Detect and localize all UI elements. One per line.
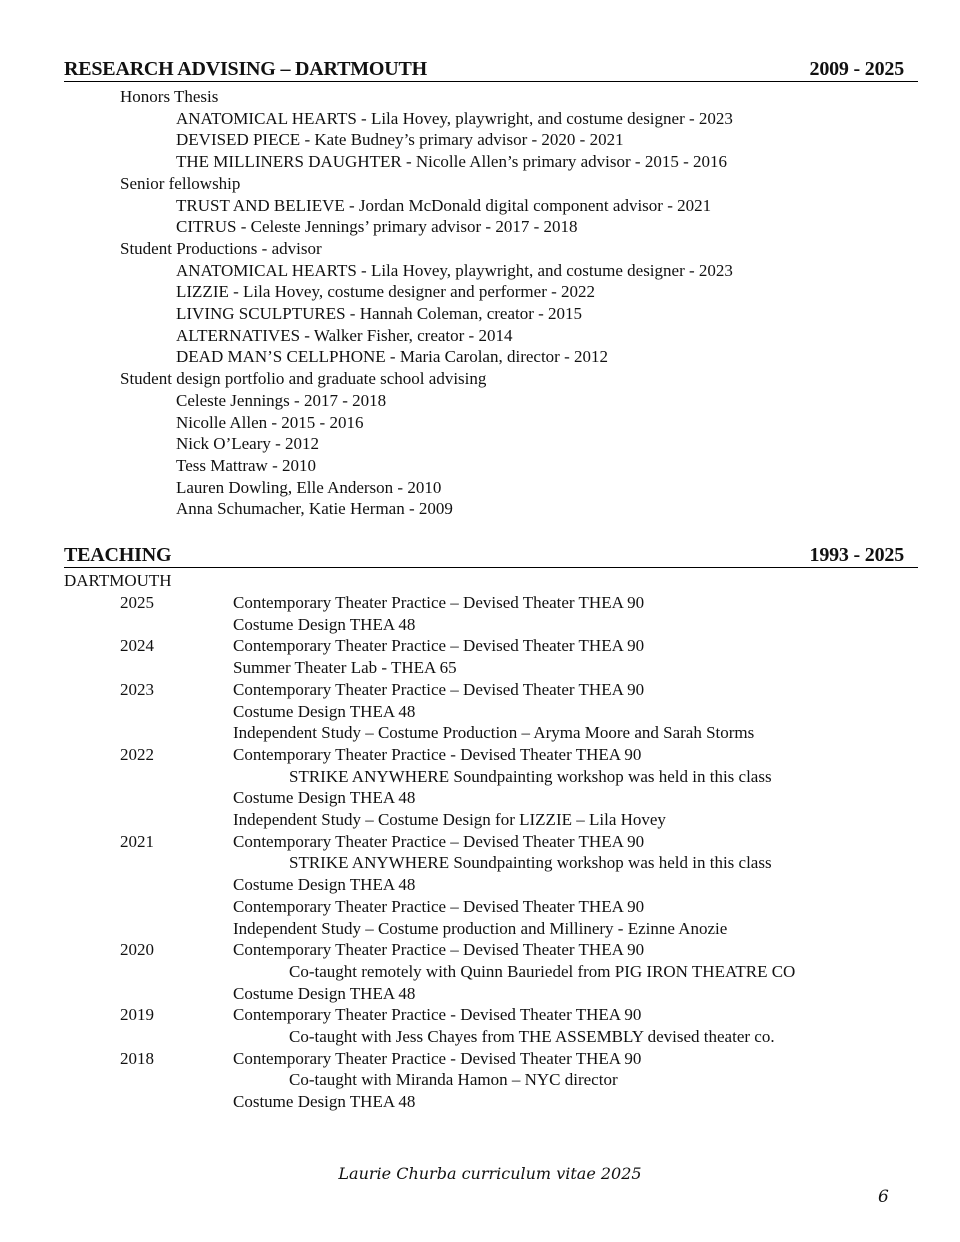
institution-label: DARTMOUTH — [64, 571, 172, 590]
advising-entry: TRUST AND BELIEVE - Jordan McDonald digital component advisor - 2021 — [176, 195, 712, 215]
advising-entry: Tess Mattraw - 2010 — [176, 455, 316, 475]
advising-entry: DEVISED PIECE - Kate Budney’s primary advisor - 2020 - 2021 — [176, 130, 624, 150]
course-entry: Costume Design THEA 48 — [233, 983, 416, 1003]
teaching-year: 2022 — [120, 744, 154, 764]
course-entry: Costume Design THEA 48 — [233, 875, 416, 895]
advising-category: Honors Thesis — [120, 87, 219, 106]
advising-category: Senior fellowship — [120, 173, 241, 193]
footer-text: Laurie Churba curriculum vitae 2025 — [338, 1164, 642, 1183]
teaching-year: 2019 — [120, 1005, 154, 1025]
course-entry: Contemporary Theater Practice – Devised Theater THEA 90 — [233, 940, 645, 960]
course-entry: Independent Study – Costume Design for LIZZIE – Lila Hovey — [233, 810, 666, 829]
advising-entry: ALTERNATIVES - Walker Fisher, creator - 2014 — [176, 325, 513, 345]
section-years: 1993 - 2025 — [809, 544, 904, 566]
course-entry: Costume Design THEA 48 — [233, 788, 416, 808]
teaching-year: 2020 — [120, 940, 154, 960]
advising-category: Student design portfolio and graduate school advising — [120, 369, 487, 389]
course-entry: Contemporary Theater Practice - Devised Theater THEA 90 — [233, 1048, 642, 1068]
course-entry: Costume Design THEA 48 — [233, 614, 416, 634]
advising-entry: LIVING SCULPTURES - Hannah Coleman, creator - 2015 — [176, 304, 583, 323]
course-note: STRIKE ANYWHERE Soundpainting workshop was held in this class — [289, 853, 772, 873]
footer — [0, 1164, 960, 1183]
advising-entry: CITRUS - Celeste Jennings’ primary advisor - 2017 - 2018 — [176, 217, 578, 237]
course-entry: Independent Study – Costume Production – Aryma Moore and Sarah Storms — [233, 723, 755, 743]
advising-entry: LIZZIE - Lila Hovey, costume designer and performer - 2022 — [176, 282, 596, 302]
advising-entry: Lauren Dowling, Elle Anderson - 2010 — [176, 477, 442, 497]
advising-entry: ANATOMICAL HEARTS - Lila Hovey, playwright, and costume designer - 2023 — [176, 108, 733, 128]
course-entry: Contemporary Theater Practice - Devised Theater THEA 90 — [233, 1005, 642, 1025]
section-title: RESEARCH ADVISING – DARTMOUTH — [64, 58, 427, 80]
teaching-header — [64, 544, 918, 568]
course-entry: Summer Theater Lab - THEA 65 — [233, 658, 457, 678]
course-note: Co-taught remotely with Quinn Bauriedel from PIG IRON THEATRE CO — [289, 961, 796, 981]
advising-entry: Anna Schumacher, Katie Herman - 2009 — [176, 499, 453, 519]
course-note: Co-taught with Miranda Hamon – NYC director — [289, 1070, 618, 1090]
course-entry: Contemporary Theater Practice – Devised Theater THEA 90 — [233, 679, 645, 699]
course-entry: Contemporary Theater Practice - Devised Theater THEA 90 — [233, 744, 642, 764]
course-note: STRIKE ANYWHERE Soundpainting workshop was held in this class — [289, 766, 772, 786]
course-entry: Contemporary Theater Practice – Devised Theater THEA 90 — [233, 831, 645, 851]
advising-entry: THE MILLINERS DAUGHTER - Nicolle Allen’s primary advisor - 2015 - 2016 — [176, 152, 727, 172]
teaching-year: 2025 — [120, 593, 154, 612]
advising-category: Student Productions - advisor — [120, 238, 322, 258]
section-years: 2009 - 2025 — [809, 58, 904, 80]
research-advising-header — [64, 58, 918, 82]
teaching-year: 2021 — [120, 831, 154, 851]
advising-entry: Celeste Jennings - 2017 - 2018 — [176, 390, 387, 410]
course-entry: Costume Design THEA 48 — [233, 1092, 416, 1112]
advising-entry: ANATOMICAL HEARTS - Lila Hovey, playwright, and costume designer - 2023 — [176, 260, 733, 280]
teaching-year: 2018 — [120, 1048, 154, 1068]
page-number: 6 — [878, 1187, 889, 1207]
advising-entry: DEAD MAN’S CELLPHONE - Maria Carolan, director - 2012 — [176, 347, 608, 367]
course-entry: Contemporary Theater Practice – Devised Theater THEA 90 — [233, 896, 645, 916]
course-entry: Costume Design THEA 48 — [233, 701, 416, 721]
advising-entry: Nick O’Leary - 2012 — [176, 434, 320, 454]
course-entry: Contemporary Theater Practice – Devised Theater THEA 90 — [233, 593, 645, 612]
course-note: Co-taught with Jess Chayes from THE ASSEMBLY devised theater co. — [289, 1027, 775, 1046]
course-entry: Contemporary Theater Practice – Devised Theater THEA 90 — [233, 636, 645, 656]
section-title: TEACHING — [64, 544, 172, 566]
teaching-year: 2024 — [120, 636, 154, 656]
teaching-year: 2023 — [120, 679, 154, 699]
advising-entry: Nicolle Allen - 2015 - 2016 — [176, 412, 364, 432]
course-entry: Independent Study – Costume production and Millinery - Ezinne Anozie — [233, 918, 728, 938]
